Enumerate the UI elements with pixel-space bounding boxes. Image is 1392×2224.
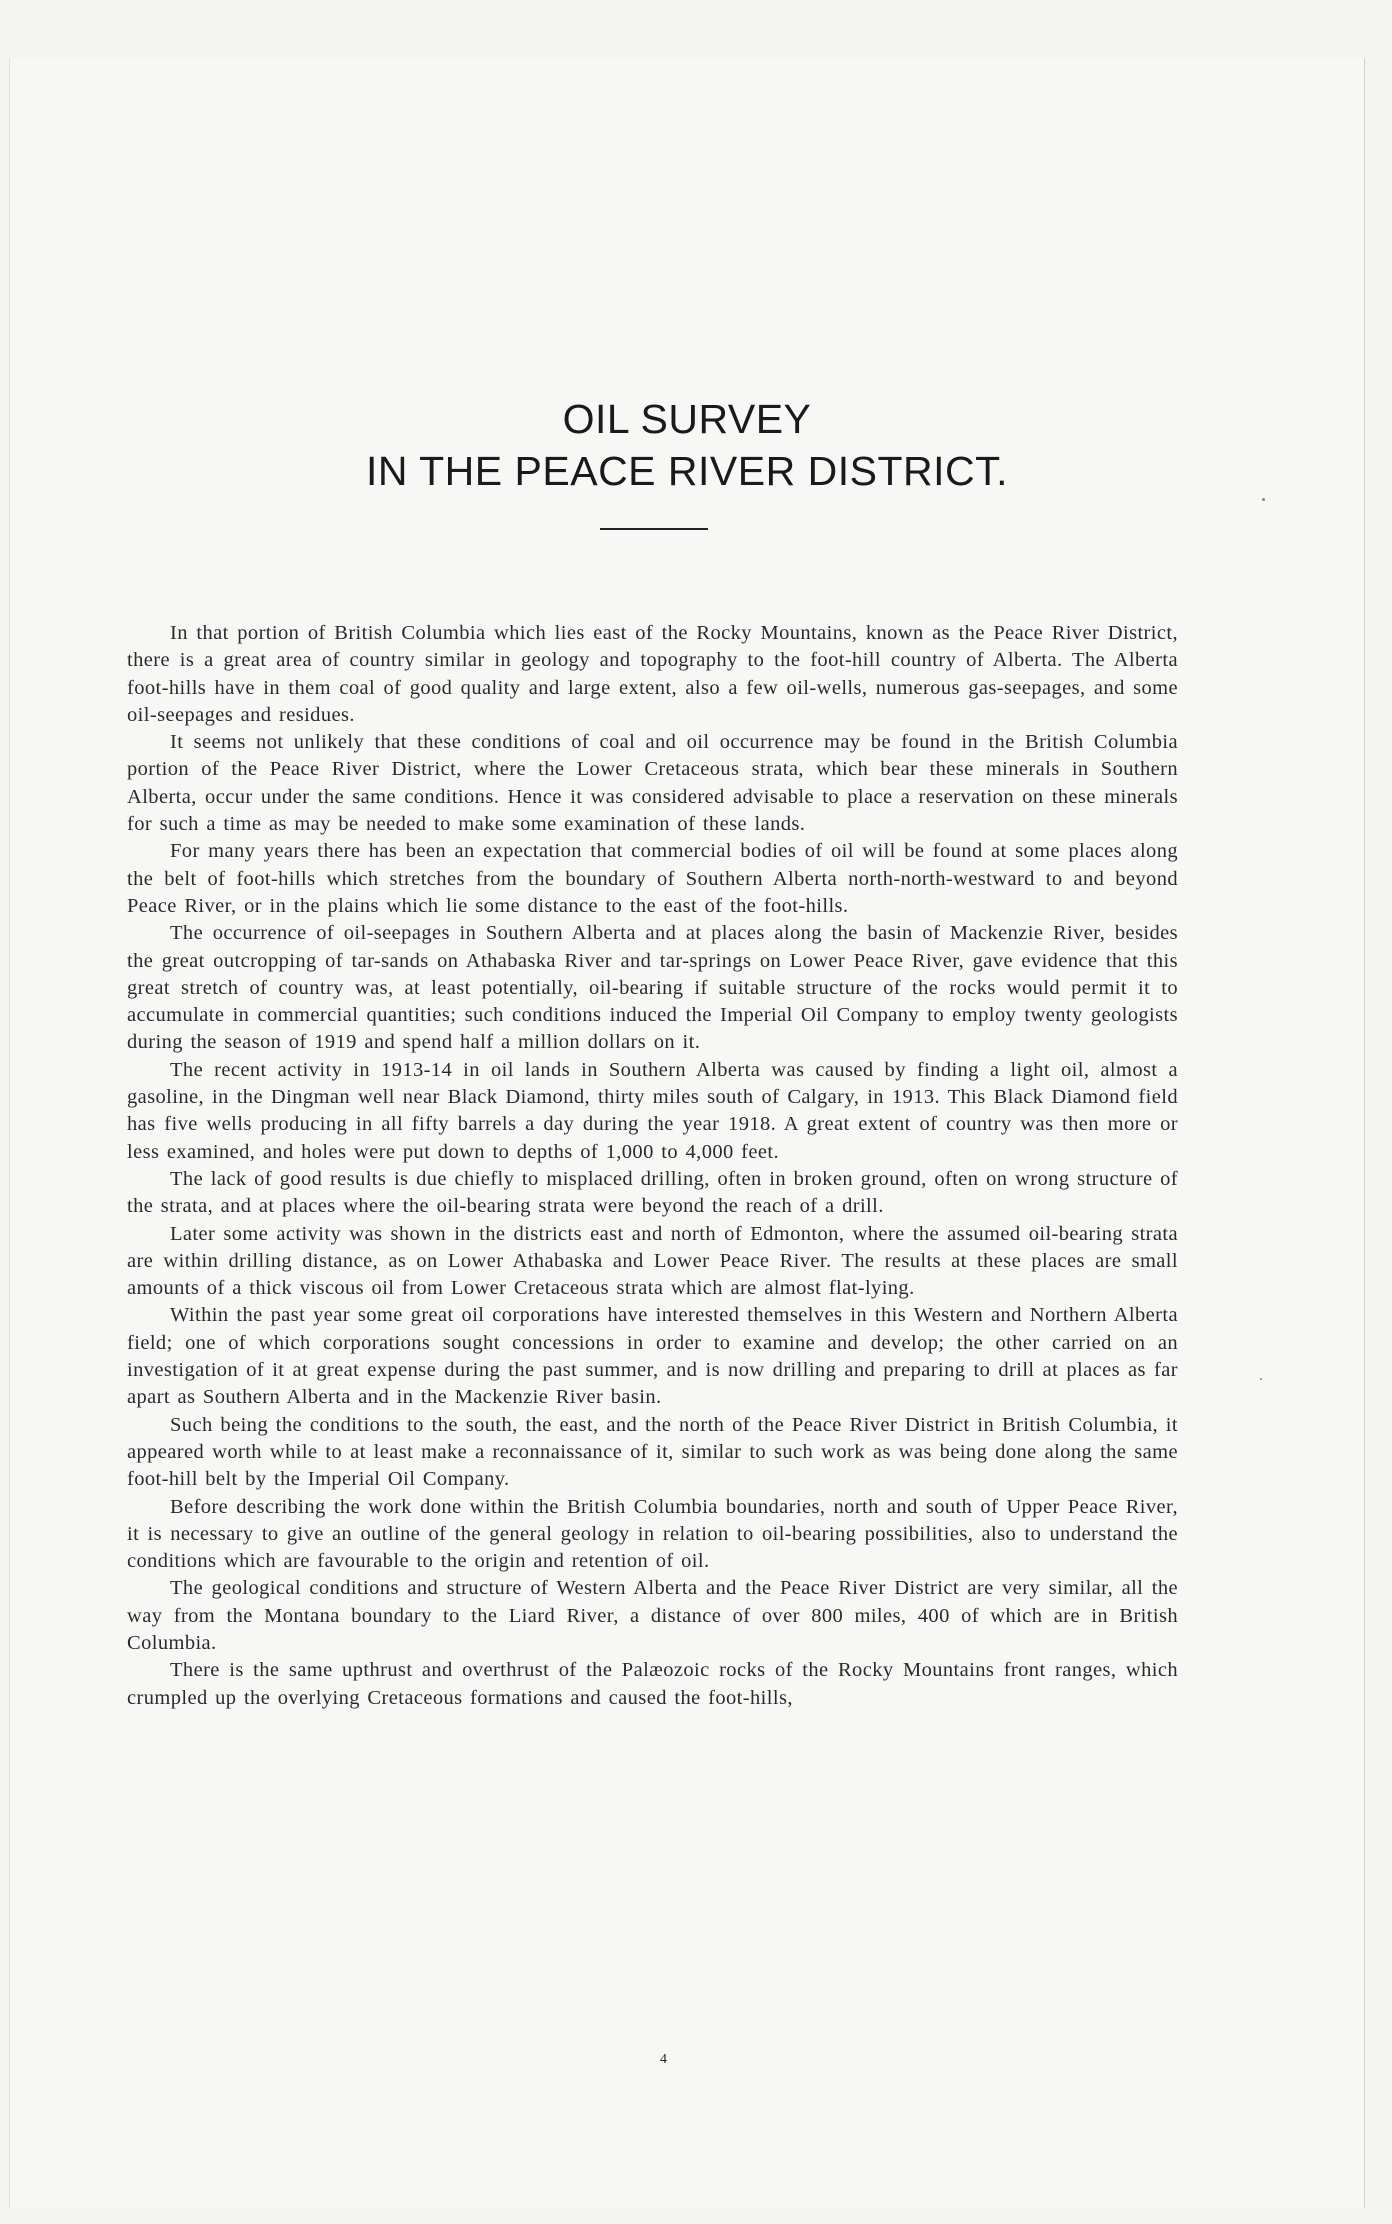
page-number: 4: [660, 2052, 667, 2067]
paragraph: Such being the conditions to the south, the east, and the north of the Peace River District in British Columbia, it appeared worth while to at least make a reconnaissance of it, similar to such work as was being done along the same foot-hill belt by the Imperial Oil Company.: [127, 1413, 1178, 1491]
paragraph: Within the past year some great oil corporations have interested themselves in this Western and Northern Alberta field; one of which corporations sought concessions in order to examine and develop; the other carried on an investigation of it at great expense during the past summer, and is now drilling and preparing to drill at places as far apart as Southern Alberta and in the Mackenzie River basin.: [127, 1304, 1178, 1409]
paragraph: Later some activity was shown in the districts east and north of Edmonton, where the assumed oil-bearing strata are within drilling distance, as on Lower Athabaska and Lower Peace River. The results at these places are small amounts of a thick viscous oil from Lower Cretaceous strata which are almost flat-lying.: [127, 1222, 1178, 1300]
title-line-1: OIL SURVEY: [562, 396, 812, 442]
paragraph: It seems not unlikely that these conditions of coal and oil occurrence may be found in the British Columbia portion of the Peace River District, where the Lower Cretaceous strata, which bear these minerals in Southern Alberta, occur under the same conditions. Hence it was considered advisable to place a reservation on these minerals for such a time as may be needed to make some examination of these lands.: [127, 731, 1178, 836]
paragraph: Before describing the work done within the British Columbia boundaries, north and south of Upper Peace River, it is necessary to give an outline of the general geology in relation to oil-bearing possibilities, also to understand the conditions which are favourable to the origin and retention of oil.: [127, 1495, 1178, 1573]
paragraph: The recent activity in 1913-14 in oil lands in Southern Alberta was caused by finding a light oil, almost a gasoline, in the Dingman well near Black Diamond, thirty miles south of Calgary, in 1913. This Black Diamond field has five wells producing in all fifty barrels a day during the year 1918. A great extent of country was then more or less examined, and holes were put down to depths of 1,000 to 4,000 feet.: [127, 1058, 1178, 1163]
paragraph: The lack of good results is due chiefly to misplaced drilling, often in broken ground, often on wrong structure of the strata, and at places where the oil-bearing strata were beyond the reach of a drill.: [127, 1167, 1178, 1218]
title-divider: [600, 528, 708, 530]
document-title: [10, 393, 1364, 497]
paragraph: For many years there has been an expectation that commercial bodies of oil will be found at some places along the belt of foot-hills which stretches from the boundary of Southern Alberta north-north-westward to and beyond Peace River, or in the plains which lie some distance to the east of the foot-hills.: [127, 840, 1178, 917]
scan-speck: [1262, 498, 1265, 501]
paragraph: The occurrence of oil-seepages in Southern Alberta and at places along the basin of Mackenzie River, besides the great outcropping of tar-sands on Athabaska River and tar-springs on Lower Peace River, gave evidence that this great stretch of country was, at least potentially, oil-bearing if suitable structure of the rocks would permit it to accumulate in commercial quantities; such conditions induced the Imperial Oil Company to employ twenty geologists during the season of 1919 and spend half a million dollars on it.: [127, 922, 1178, 1054]
title-line-2: IN THE PEACE RIVER DISTRICT.: [365, 448, 1008, 494]
paragraph: There is the same upthrust and overthrust of the Palæozoic rocks of the Rocky Mountains front ranges, which crumpled up the overlying Cretaceous formations and caused the foot-hills,: [127, 1659, 1178, 1709]
scan-speck: [1260, 1378, 1262, 1380]
document-page: [10, 58, 1364, 2208]
body-text: [127, 620, 1178, 1712]
paragraph: The geological conditions and structure of Western Alberta and the Peace River District are very similar, all the way from the Montana boundary to the Liard River, a distance of over 800 miles, 400 of which are in British Columbia.: [127, 1577, 1178, 1654]
paragraph: In that portion of British Columbia which lies east of the Rocky Mountains, known as the Peace River District, there is a great area of country similar in geology and topography to the foot-hill country of Alberta. The Alberta foot-hills have in them coal of good quality and large extent, also a few oil-wells, numerous gas-seepages, and some oil-seepages and residues.: [127, 622, 1178, 726]
